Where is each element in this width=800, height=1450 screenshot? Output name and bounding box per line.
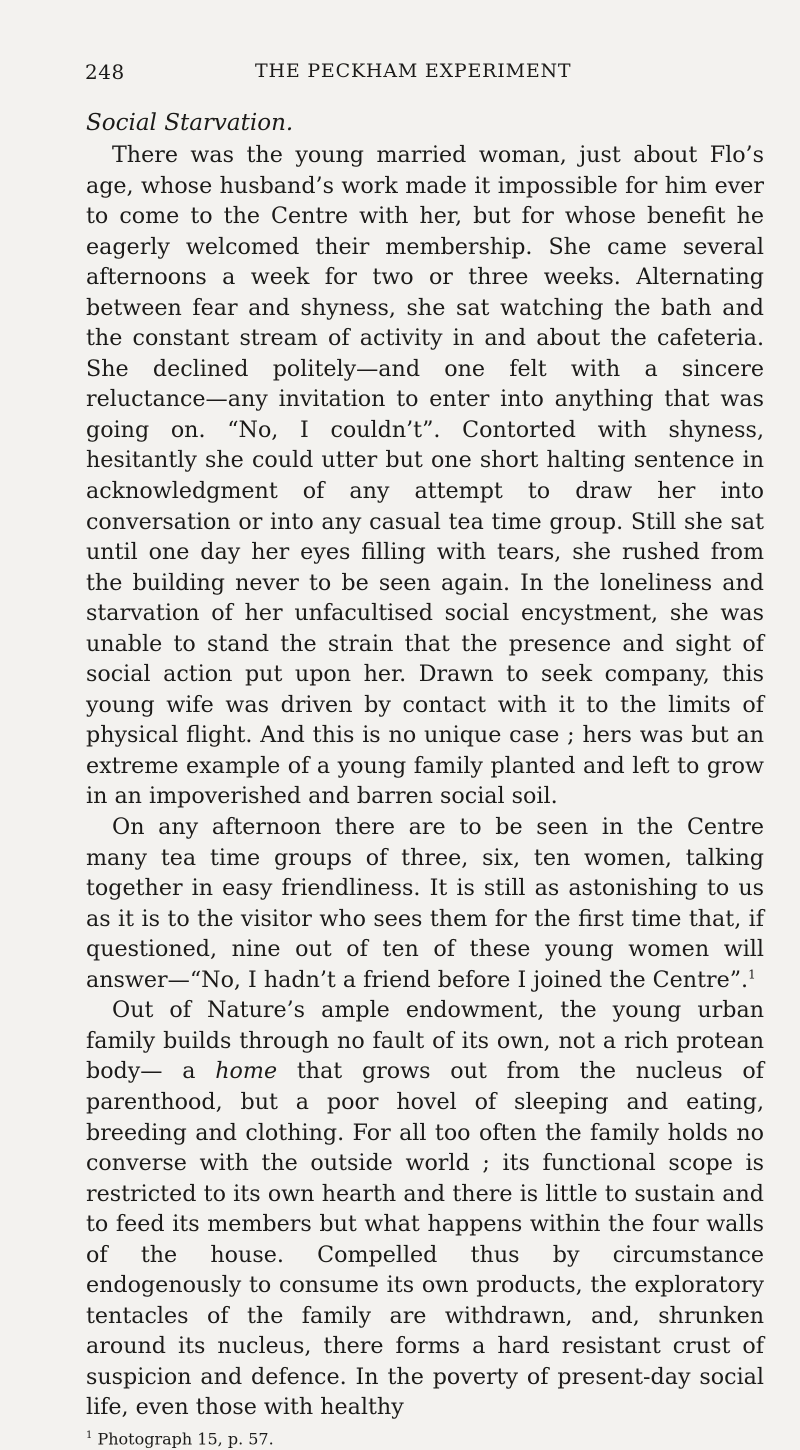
- book-page: [86, 60, 764, 1450]
- section-title: Social Starvation.: [86, 110, 294, 136]
- footnote-reference[interactable]: 1: [748, 967, 756, 982]
- footnote: [86, 1425, 764, 1450]
- page-number: 248: [85, 60, 125, 84]
- paragraph-2: [86, 812, 764, 995]
- footnote-marker: 1: [86, 1429, 93, 1441]
- paragraph-2-text: On any afternoon there are to be seen in the Centre many tea time groups of three, six, ten women, talking together in easy friendliness. It is still as astonishing to us as it is to the visitor who sees them for the first time that, if questioned, nine out of ten of these young women will answer—“No, I hadn’t a friend before I joined the Centre”.: [86, 814, 764, 993]
- paragraph-3-text-start: Out of Nature’s ample endowment, the young urban family builds through no fault of its own, not a rich protean body— a: [86, 997, 764, 1085]
- footnote-text: Photograph 15, p. 57.: [97, 1429, 274, 1449]
- paragraph-3-emphasis: home: [215, 1058, 278, 1085]
- page-header: [86, 60, 764, 94]
- paragraph-3: [86, 995, 764, 1423]
- paragraph-3-text-end: that grows out from the nucleus of parenthood, but a poor hovel of sleeping and eating, breeding and clothing. For all too often the family holds no converse with the outside world ; its functional scope is restricted to its own hearth and there is little to sustain and to feed its members but what happens within the four walls of the house. Compelled thus by circumstance endogenously to consume its own products, the exploratory tentacles of the family are withdrawn, and, shrunken around its nucleus, there forms a hard resistant crust of suspicion and defence. In the poverty of present-day social life, even those with healthy: [86, 1058, 764, 1421]
- paragraph-1: There was the young married woman, just about Flo’s age, whose husband’s work made it impossible for him ever to come to the Centre with her, but for whose benefit he eagerly welcomed their membership. She came several afternoons a week for two or three weeks. Alternating between fear and shyness, she sat watching the bath and the constant stream of activity in and about the cafeteria. She declined politely—and one felt with a sincere reluctance—any invitation to enter into anything that was going on. “No, I couldn’t”. Contorted with shyness, hesitantly she could utter but one short halting sentence in acknowledgment of any attempt to draw her into conversation or into any casual tea time group. Still she sat until one day her eyes filling with tears, she rushed from the building never to be seen again. In the loneliness and starvation of her unfacultised social encystment, she was unable to stand the strain that the presence and sight of social action put upon her. Drawn to seek company, this young wife was driven by contact with it to the limits of physical flight. And this is no unique case ; hers was but an extreme example of a young family planted and left to grow in an impoverished and barren social soil.: [86, 142, 764, 810]
- running-head: THE PECKHAM EXPERIMENT: [255, 60, 572, 82]
